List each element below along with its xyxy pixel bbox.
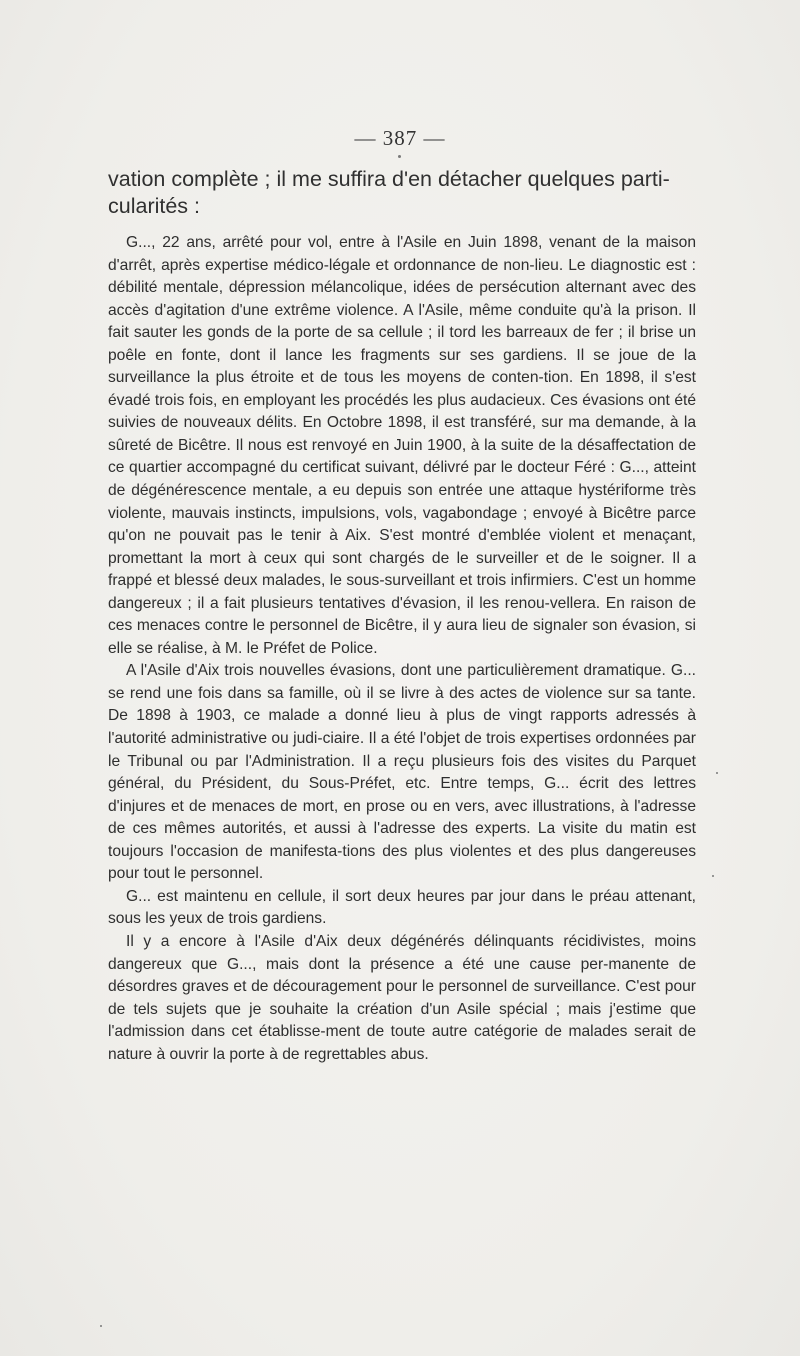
paper-speck: [712, 875, 714, 877]
paper-speck: [398, 155, 401, 158]
paragraph-case-history: G..., 22 ans, arrêté pour vol, entre à l'Asile en Juin 1898, venant de la maison d'arrêt, après expertise médico-légale et ordonnance de non-lieu. Le diagnostic est : débilité mentale, dépression mélancolique, idées de persécution alternant avec des accès d'agitation d'une extrême violence. A l'Asile, même conduite qu'à la prison. Il fait sauter les gonds de la porte de sa cellule ; il tord les barreaux de fer ; il brise un poêle en fonte, dont il lance les fragments sur ses gardiens. Il se joue de la surveillance la plus étroite et de tous les moyens de conten-tion. En 1898, il s'est évadé trois fois, en employant les procédés les plus audacieux. Ces évasions ont été suivies de nouveaux délits. En Octobre 1898, il est transféré, sur ma demande, à la sûreté de Bicêtre. Il nous est renvoyé en Juin 1900, à la suite de la désaffectation de ce quartier accompagné du certificat suivant, délivré par le docteur Féré : G..., atteint de dégénérescence mentale, a eu depuis son entrée une attaque hystériforme très violente, mauvais instincts, impulsions, vols, vagabondage ; envoyé à Bicêtre parce qu'on ne pouvait pas le tenir à Aix. S'est montré d'emblée violent et menaçant, promettant la mort à ceux qui sont chargés de le surveiller et de le soigner. Il a frappé et blessé deux malades, le sous-surveillant et trois infirmiers. C'est un homme dangereux ; il a fait plusieurs tentatives d'évasion, il les renou-vellera. En raison de ces menaces contre le personnel de Bicêtre, il y aura lieu de signaler son évasion, si elle se réalise, à M. le Préfet de Police.: [108, 234, 696, 657]
paragraph-cell-confinement: G... est maintenu en cellule, il sort deux heures par jour dans le préau attenant, sous les yeux de trois gardiens.: [108, 887, 696, 928]
paper-speck: [100, 1325, 102, 1327]
paper-speck: [716, 772, 718, 774]
page-number: — 387 —: [354, 126, 446, 150]
intro-line: vation complète ; il me suffira d'en détacher quelques parti-cularités :: [108, 167, 670, 218]
paragraph-aix-evasions: A l'Asile d'Aix trois nouvelles évasions, dont une particulièrement dramatique. G... se rend une fois dans sa famille, où il se livre à des actes de violence sur sa tante. De 1898 à 1903, ce malade a donné lieu à plus de vingt rapports adressés à l'autorité administrative ou judi-ciaire. Il a été l'objet de trois expertises ordonnées par le Tribunal ou par l'Administration. Il a reçu plusieurs fois des visites du Parquet général, du Président, du Sous-Préfet, etc. Entre temps, G... écrit des lettres d'injures et de menaces de mort, en prose ou en vers, avec illustrations, à l'adresse de ces mêmes autorités, et aussi à l'adresse des experts. La visite du matin est toujours l'occasion de manifesta-tions des plus violentes et des plus dangereuses pour tout le personnel.: [108, 662, 696, 883]
body-text: [108, 232, 696, 1066]
paragraph-conclusion: Il y a encore à l'Asile d'Aix deux dégénérés délinquants récidivistes, moins dangereux que G..., mais dont la présence a été une cause per-manente de désordres graves et de découragement pour le personnel de surveillance. C'est pour de tels sujets que je souhaite la création d'un Asile spécial ; mais j'estime que l'admission dans cet établisse-ment de toute autre catégorie de malades serait de nature à ouvrir la porte à de regrettables abus.: [108, 932, 696, 1063]
